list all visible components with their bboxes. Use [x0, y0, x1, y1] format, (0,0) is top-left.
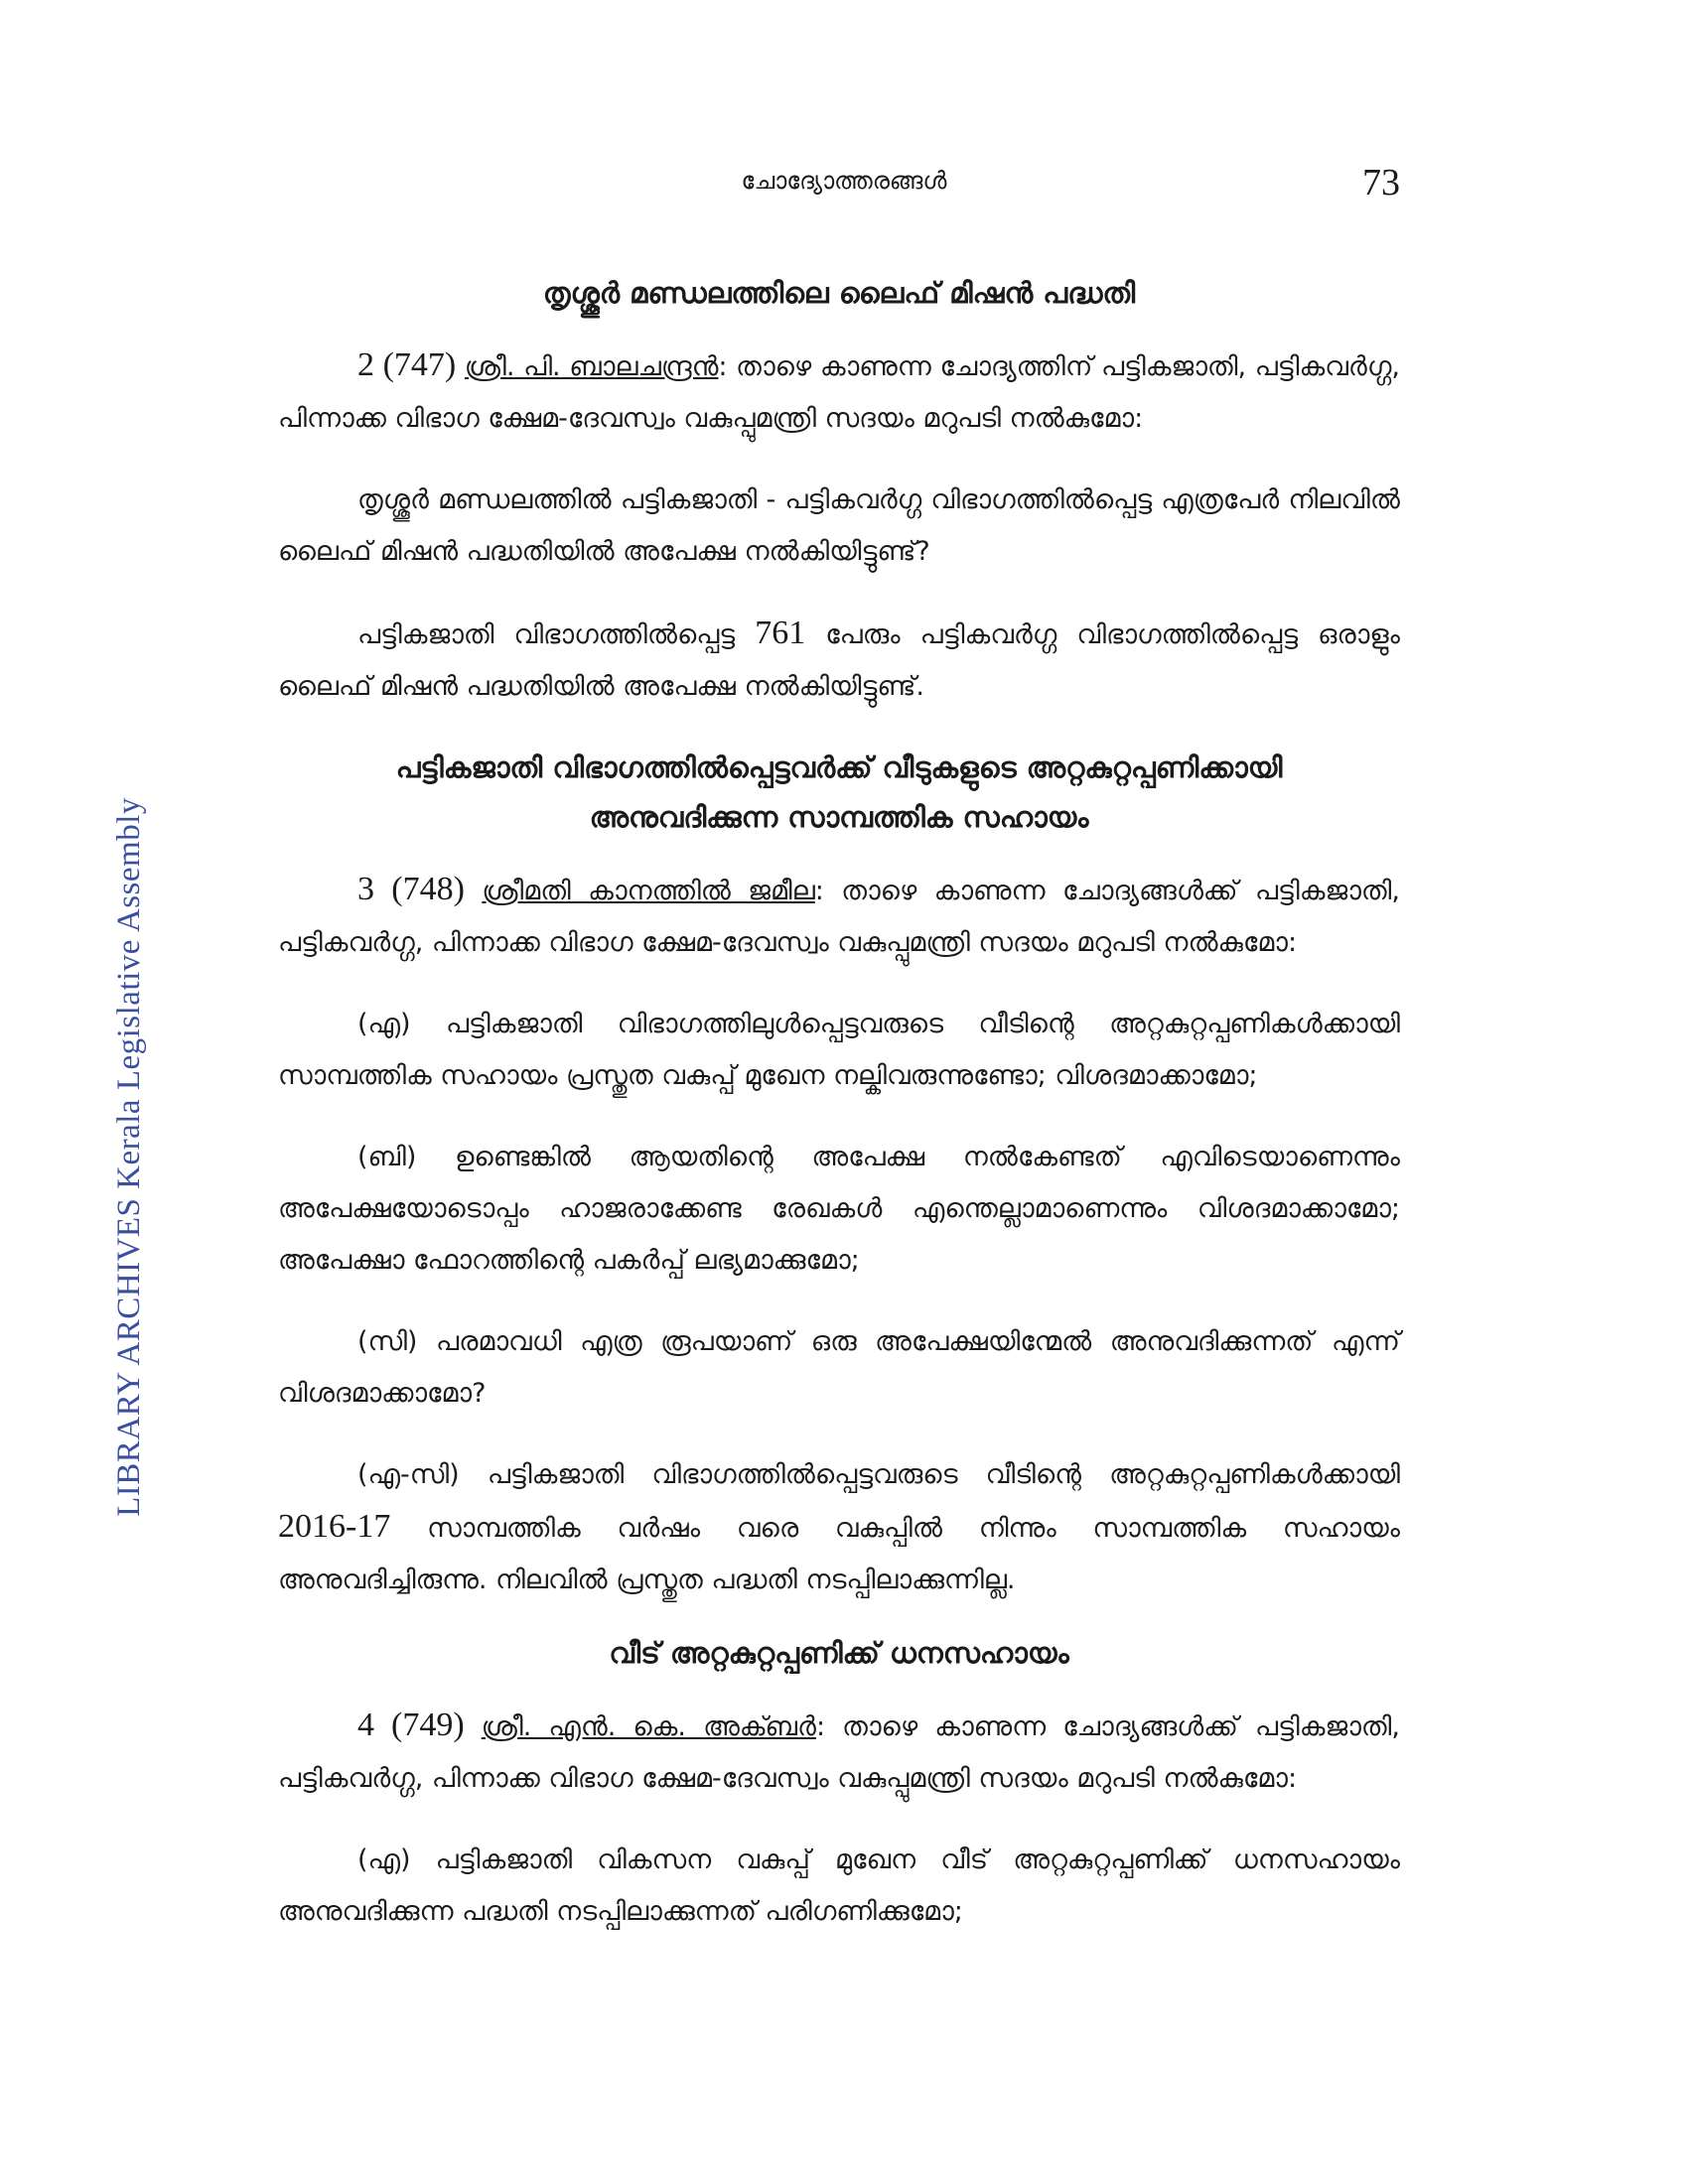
answer-number: 761	[755, 614, 806, 651]
member-name: ശ്രീമതി കാനത്തിൽ ജമീല	[482, 876, 815, 906]
section-title-q2: തൃശ്ശൂർ മണ്ഡലത്തിലെ ലൈഫ് മിഷൻ പദ്ധതി	[542, 276, 1136, 310]
question-part-b-q3: (ബി) ഉണ്ടെങ്കിൽ ആയതിന്റെ അപേക്ഷ നൽകേണ്ടത് എവിടെയാണെന്നും അപേക്ഷയോടൊപ്പം ഹാജരാക്കേണ്ട രേഖകൾ എന്തെല്ലാമാണെന്നും വിശദമാക്കാമോ; അപേക്ഷാ ഫോറത്തിന്റെ പകർപ്പ് ലഭ്യമാക്കുമോ;	[278, 1142, 1400, 1276]
question-intro-q4	[278, 1700, 1400, 1805]
page-number: 73	[1362, 162, 1400, 204]
running-title: ചോദ്യോത്തരങ്ങൾ	[741, 167, 947, 195]
question-text-q2: തൃശ്ശൂർ മണ്ഡലത്തിൽ പട്ടികജാതി - പട്ടികവർഗ്ഗ വിഭാഗത്തിൽപ്പെട്ട എത്രപേർ നിലവിൽ ലൈഫ് മിഷൻ പദ്ധതിയിൽ അപേക്ഷ നൽകിയിട്ടുണ്ട്?	[278, 484, 1400, 567]
watermark-text: LIBRARY ARCHIVES Kerala Legislative Assembly	[110, 796, 147, 1517]
answer-text: പട്ടികജാതി വിഭാഗത്തിൽപ്പെട്ട	[357, 619, 756, 650]
answer-q2	[278, 608, 1400, 713]
answer-year: 2016-17	[278, 1508, 391, 1545]
question-part-a-q4: (എ) പട്ടികജാതി വികസന വകുപ്പ് മുഖേന വീട് അറ്റകുറ്റപ്പണിക്ക് ധനസഹായം അനുവദിക്കുന്ന പദ്ധതി നടപ്പിലാക്കുന്നത് പരിഗണിക്കുമോ;	[278, 1844, 1400, 1927]
answer-text: (എ-സി) പട്ടികജാതി വിഭാഗത്തിൽപ്പെട്ടവരുടെ വീടിന്റെ അറ്റകുറ്റപ്പണികൾക്കായി	[357, 1459, 1400, 1490]
question-intro-q2	[278, 340, 1400, 445]
intro-text: : താഴെ കാണുന്ന ചോദ്യങ്ങൾക്ക് പട്ടികജാതി, പട്ടികവർഗ്ഗ, പിന്നാക്ക വിഭാഗ ക്ഷേമ-ദേവസ്വം വകുപ്പുമന്ത്രി സദയം മറുപടി നൽകുമോ:	[278, 1711, 1400, 1794]
question-part-c-q3: (സി) പരമാവധി എത്ര രൂപയാണ് ഒരു അപേക്ഷയിന്മേൽ അനുവദിക്കുന്നത് എന്ന് വിശദമാക്കാമോ?	[278, 1326, 1400, 1409]
answer-text: പേരും പട്ടികവർഗ്ഗ വിഭാഗത്തിൽപ്പെട്ട ഒരാളും ലൈഫ് മിഷൻ പദ്ധതിയിൽ അപേക്ഷ നൽകിയിട്ടുണ്ട്.	[278, 619, 1400, 702]
question-number: 4 (749)	[357, 1706, 465, 1743]
intro-text: : താഴെ കാണുന്ന ചോദ്യങ്ങൾക്ക് പട്ടികജാതി, പട്ടികവർഗ്ഗ, പിന്നാക്ക വിഭാഗ ക്ഷേമ-ദേവസ്വം വകുപ്പുമന്ത്രി സദയം മറുപടി നൽകുമോ:	[278, 876, 1400, 958]
section-title-line: അനുവദിക്കുന്ന സാമ്പത്തിക സഹായം	[589, 800, 1089, 834]
member-name: ശ്രീ. എൻ. കെ. അക്ബർ	[481, 1711, 816, 1742]
answer-text: സാമ്പത്തിക വർഷം വരെ വകുപ്പിൽ നിന്നും സാമ്പത്തിക സഹായം അനുവദിച്ചിരുന്നു. നിലവിൽ പ്രസ്തുത പദ്ധതി നടപ്പിലാക്കുന്നില്ല.	[278, 1513, 1400, 1595]
member-name: ശ്രീ. പി. ബാലചന്ദ്രൻ	[464, 351, 719, 382]
question-intro-q3	[278, 864, 1400, 969]
section-title-q3	[278, 743, 1400, 842]
page-body	[278, 268, 1400, 1938]
question-number: 3 (748)	[357, 871, 465, 907]
section-title-line: പട്ടികജാതി വിഭാഗത്തിൽപ്പെട്ടവർക്ക് വീടുകളുടെ അറ്റകുറ്റപ്പണിക്കായി	[395, 751, 1283, 784]
answer-q3	[278, 1449, 1400, 1606]
question-part-a-q3: (എ) പട്ടികജാതി വിഭാഗത്തിലുൾപ്പെട്ടവരുടെ വീടിന്റെ അറ്റകുറ്റപ്പണികൾക്കായി സാമ്പത്തിക സഹായം പ്രസ്തുത വകുപ്പ് മുഖേന നല്കിവരുന്നുണ്ടോ; വിശദമാക്കാമോ;	[278, 1009, 1400, 1091]
intro-text: : താഴെ കാണുന്ന ചോദ്യത്തിന് പട്ടികജാതി, പട്ടികവർഗ്ഗ, പിന്നാക്ക വിഭാഗ ക്ഷേമ-ദേവസ്വം വകുപ്പുമന്ത്രി സദയം മറുപടി നൽകുമോ:	[278, 351, 1400, 434]
section-title-q4: വീട് അറ്റകുറ്റപ്പണിക്ക് ധനസഹായം	[609, 1636, 1069, 1670]
question-number: 2 (747)	[357, 346, 457, 383]
archive-watermark	[70, 730, 189, 1583]
